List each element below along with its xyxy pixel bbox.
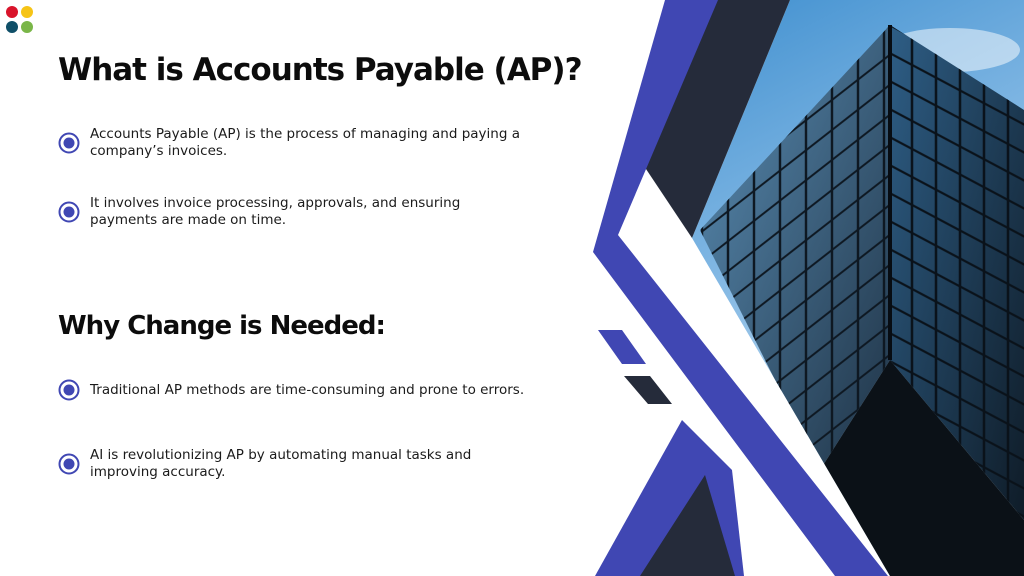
bullet-text: AI is revolutionizing AP by automating manual tasks and improving accuracy.	[90, 447, 472, 480]
slide-title: What is Accounts Payable (AP)?	[58, 52, 582, 88]
bullet-text: Traditional AP methods are time-consuming and prone to errors.	[90, 381, 525, 398]
section-subtitle: Why Change is Needed:	[58, 311, 385, 341]
bullet-text: Accounts Payable (AP) is the process of managing and paying a company’s invoices.	[90, 126, 520, 159]
bullet-text: It involves invoice processing, approvals, and ensuring payments are made on time.	[90, 195, 461, 228]
